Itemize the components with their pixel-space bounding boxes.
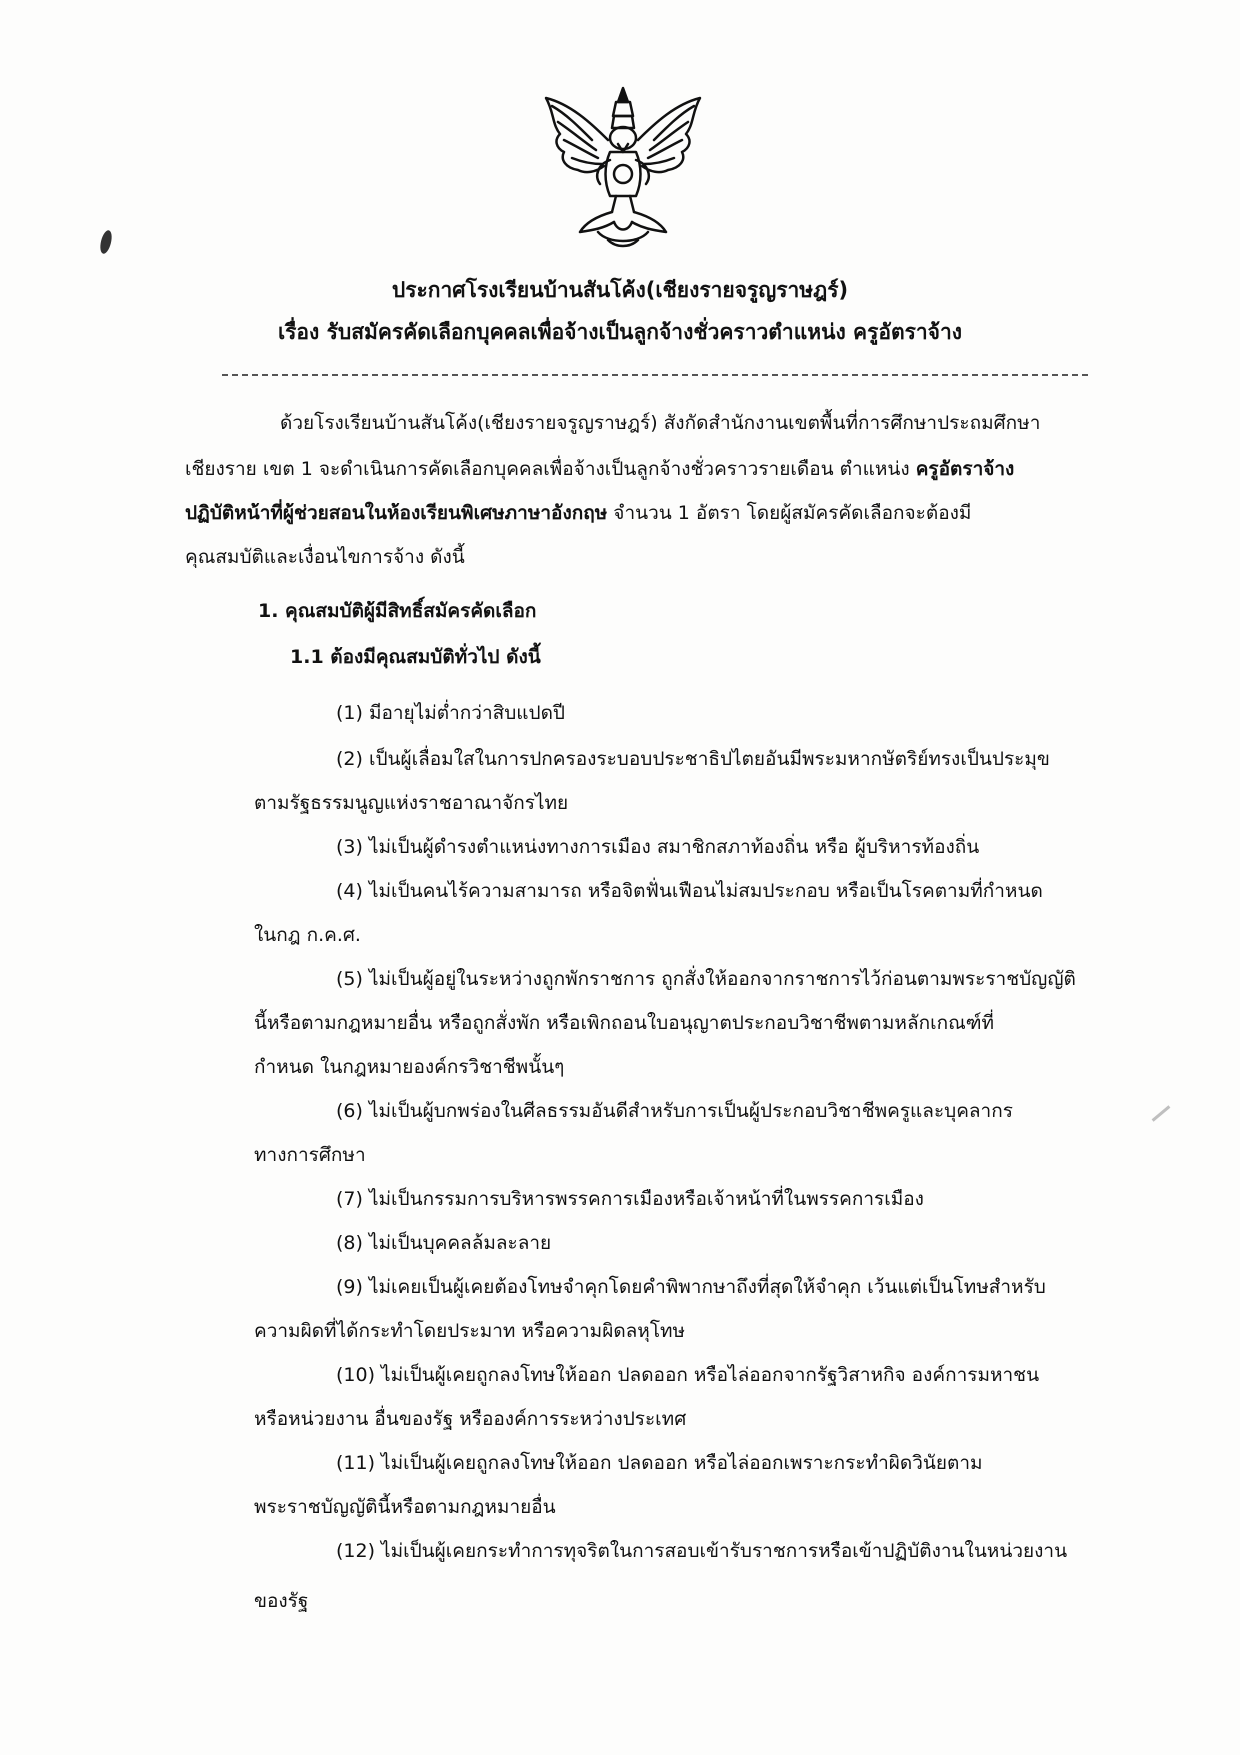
position-title: ครูอัตราจ้าง xyxy=(915,458,1015,480)
scan-speck xyxy=(98,229,114,255)
item-11-line-2: พระราชบัญญัตินี้หรือตามกฎหมายอื่น xyxy=(254,1496,556,1518)
item-7: (7) ไม่เป็นกรรมการบริหารพรรคการเมืองหรือเจ้าหน้าที่ในพรรคการเมือง xyxy=(336,1188,924,1210)
intro-line-2-text: เชียงราย เขต 1 จะดำเนินการคัดเลือกบุคคลเพื่อจ้างเป็นลูกจ้างชั่วคราวรายเดือน ตำแหน่ง xyxy=(185,458,916,480)
item-2-line-1: (2) เป็นผู้เลื่อมใสในการปกครองระบอบประชาธิปไตยอันมีพระมหากษัตริย์ทรงเป็นประมุข xyxy=(336,748,1050,770)
garuda-emblem-icon xyxy=(538,82,708,252)
item-9-line-1: (9) ไม่เคยเป็นผู้เคยต้องโทษจำคุกโดยคำพิพากษาถึงที่สุดให้จำคุก เว้นแต่เป็นโทษสำหรับ xyxy=(336,1276,1046,1298)
item-8: (8) ไม่เป็นบุคคลล้มละลาย xyxy=(336,1232,552,1254)
item-9-line-2: ความผิดที่ได้กระทำโดยประมาท หรือความผิดลหุโทษ xyxy=(254,1320,686,1342)
item-12-line-1: (12) ไม่เป็นผู้เคยกระทำการทุจริตในการสอบเข้ารับราชการหรือเข้าปฏิบัติงานในหน่วยงาน xyxy=(336,1540,1068,1562)
item-11-line-1: (11) ไม่เป็นผู้เคยถูกลงโทษให้ออก ปลดออก หรือไล่ออกเพราะกระทำผิดวินัยตาม xyxy=(336,1452,983,1474)
intro-line-3 xyxy=(185,502,971,525)
item-5-line-2: นี้หรือตามกฎหมายอื่น หรือถูกสั่งพัก หรือเพิกถอนใบอนุญาตประกอบวิชาชีพตามหลักเกณฑ์ที่ xyxy=(254,1012,995,1034)
item-10-line-1: (10) ไม่เป็นผู้เคยถูกลงโทษให้ออก ปลดออก หรือไล่ออกจากรัฐวิสาหกิจ องค์การมหาชน xyxy=(336,1364,1040,1386)
item-5-line-3: กำหนด ในกฎหมายองค์กรวิชาชีพนั้นๆ xyxy=(254,1056,565,1078)
item-2-line-2: ตามรัฐธรรมนูญแห่งราชอาณาจักรไทย xyxy=(254,792,569,814)
duty-title: ปฏิบัติหน้าที่ผู้ช่วยสอนในห้องเรียนพิเศษภาษาอังกฤษ xyxy=(185,502,608,524)
intro-line-3-text: จำนวน 1 อัตรา โดยผู้สมัครคัดเลือกจะต้องมี xyxy=(607,502,972,524)
section-1-1-heading: 1.1 ต้องมีคุณสมบัติทั่วไป ดังนี้ xyxy=(290,646,541,668)
item-4-line-2: ในกฎ ก.ค.ศ. xyxy=(254,924,361,946)
announcement-title: ประกาศโรงเรียนบ้านสันโค้ง(เชียงรายจรูญราษฎร์) xyxy=(391,278,849,302)
item-12-line-2: ของรัฐ xyxy=(254,1590,309,1612)
section-1-heading: 1. คุณสมบัติผู้มีสิทธิ์สมัครคัดเลือก xyxy=(258,600,537,622)
dashed-divider xyxy=(222,374,1088,376)
item-10-line-2: หรือหน่วยงาน อื่นของรัฐ หรือองค์การระหว่างประเทศ xyxy=(254,1408,687,1430)
intro-line-4: คุณสมบัติและเงื่อนไขการจ้าง ดังนี้ xyxy=(185,546,465,568)
item-4-line-1: (4) ไม่เป็นคนไร้ความสามารถ หรือจิตฟั่นเฟือนไม่สมประกอบ หรือเป็นโรคตามที่กำหนด xyxy=(336,880,1043,902)
intro-line-1: ด้วยโรงเรียนบ้านสันโค้ง(เชียงรายจรูญราษฎร์) สังกัดสำนักงานเขตพื้นที่การศึกษาประถมศึกษา xyxy=(280,412,1041,434)
scan-mark xyxy=(1152,1105,1171,1121)
item-5-line-1: (5) ไม่เป็นผู้อยู่ในระหว่างถูกพักราชการ ถูกสั่งให้ออกจากราชการไว้ก่อนตามพระราชบัญญัติ xyxy=(336,968,1076,990)
item-3: (3) ไม่เป็นผู้ดำรงตำแหน่งทางการเมือง สมาชิกสภาท้องถิ่น หรือ ผู้บริหารท้องถิ่น xyxy=(336,836,980,858)
item-6-line-1: (6) ไม่เป็นผู้บกพร่องในศีลธรรมอันดีสำหรับการเป็นผู้ประกอบวิชาชีพครูและบุคลากร xyxy=(336,1100,1013,1122)
item-1: (1) มีอายุไม่ต่ำกว่าสิบแปดปี xyxy=(336,702,565,724)
announcement-subject: เรื่อง รับสมัครคัดเลือกบุคคลเพื่อจ้างเป็นลูกจ้างชั่วคราวตำแหน่ง ครูอัตราจ้าง xyxy=(277,320,963,344)
item-6-line-2: ทางการศึกษา xyxy=(254,1144,366,1166)
intro-line-2 xyxy=(185,458,1014,481)
